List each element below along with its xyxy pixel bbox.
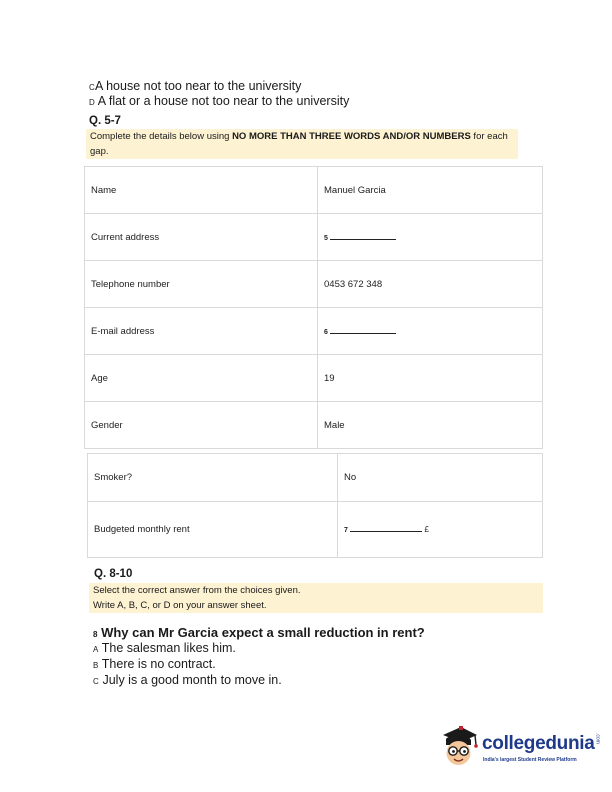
table-row	[88, 502, 543, 558]
brand-tagline: India's largest Student Review Platform	[483, 757, 577, 763]
table-row	[85, 214, 543, 261]
option-text: A house not too near to the university	[94, 79, 302, 93]
section-heading-5-7: Q. 5-7	[89, 115, 121, 127]
instruction-box-2	[89, 583, 543, 613]
option-letter: A	[93, 645, 99, 654]
table-row	[85, 167, 543, 214]
option-text: The salesman likes him.	[101, 641, 236, 655]
field-label: Gender	[85, 402, 318, 449]
details-table-b	[87, 453, 543, 558]
field-value: Male	[318, 402, 543, 449]
option-c	[93, 673, 282, 689]
field-value: No	[338, 454, 543, 502]
table-row	[85, 402, 543, 449]
table-row	[85, 355, 543, 402]
option-letter: C	[89, 83, 95, 92]
brand-wordmark: collegedunia	[482, 733, 595, 754]
gap-number: 7	[344, 527, 348, 534]
option-letter: C	[93, 677, 99, 686]
table-row	[85, 308, 543, 355]
option-b	[93, 657, 216, 673]
instruction-box	[86, 129, 518, 159]
section-heading-8-10: Q. 8-10	[94, 568, 133, 580]
question-8	[93, 625, 425, 640]
currency-symbol: £	[424, 525, 429, 534]
table-row	[85, 261, 543, 308]
answer-blank-7[interactable]	[338, 502, 543, 558]
instruction-bold: NO MORE THAN THREE WORDS AND/OR NUMBERS	[232, 131, 471, 142]
option-text: A flat or a house not too near to the university	[97, 94, 350, 108]
answer-blank-5[interactable]	[318, 214, 543, 261]
field-label: E-mail address	[85, 308, 318, 355]
gap-line	[330, 239, 396, 240]
mascot-icon	[437, 723, 481, 771]
field-label: Budgeted monthly rent	[88, 502, 338, 558]
field-value: 0453 672 348	[318, 261, 543, 308]
field-value: 19	[318, 355, 543, 402]
instruction-post: for each gap.	[90, 131, 508, 157]
gap-line	[350, 531, 422, 532]
question-text: Why can Mr Garcia expect a small reduction in rent?	[101, 625, 425, 640]
brand-tld: .com	[594, 733, 601, 744]
details-table-a	[84, 166, 543, 449]
option-a	[93, 641, 236, 657]
option-text: July is a good month to move in.	[102, 673, 282, 687]
question-number: 8	[93, 630, 98, 639]
field-label: Smoker?	[88, 454, 338, 502]
answer-blank-6[interactable]	[318, 308, 543, 355]
gap-line	[330, 333, 396, 334]
prev-option-c	[89, 79, 301, 95]
brand-name	[482, 733, 601, 755]
gap-number: 6	[324, 328, 328, 336]
field-label: Current address	[85, 214, 318, 261]
field-label: Name	[85, 167, 318, 214]
option-letter: D	[89, 98, 95, 107]
instruction-line: Write A, B, C, or D on your answer sheet.	[93, 600, 267, 611]
field-label: Telephone number	[85, 261, 318, 308]
gap-number: 5	[324, 234, 328, 242]
collegedunia-logo	[437, 723, 602, 773]
field-label: Age	[85, 355, 318, 402]
instruction-pre: Complete the details below using	[90, 131, 233, 142]
instruction-line: Select the correct answer from the choices given.	[93, 585, 301, 596]
option-text: There is no contract.	[101, 657, 216, 671]
field-value: Manuel Garcia	[318, 167, 543, 214]
option-letter: B	[93, 661, 99, 670]
prev-option-d	[89, 94, 349, 110]
table-row	[88, 454, 543, 502]
